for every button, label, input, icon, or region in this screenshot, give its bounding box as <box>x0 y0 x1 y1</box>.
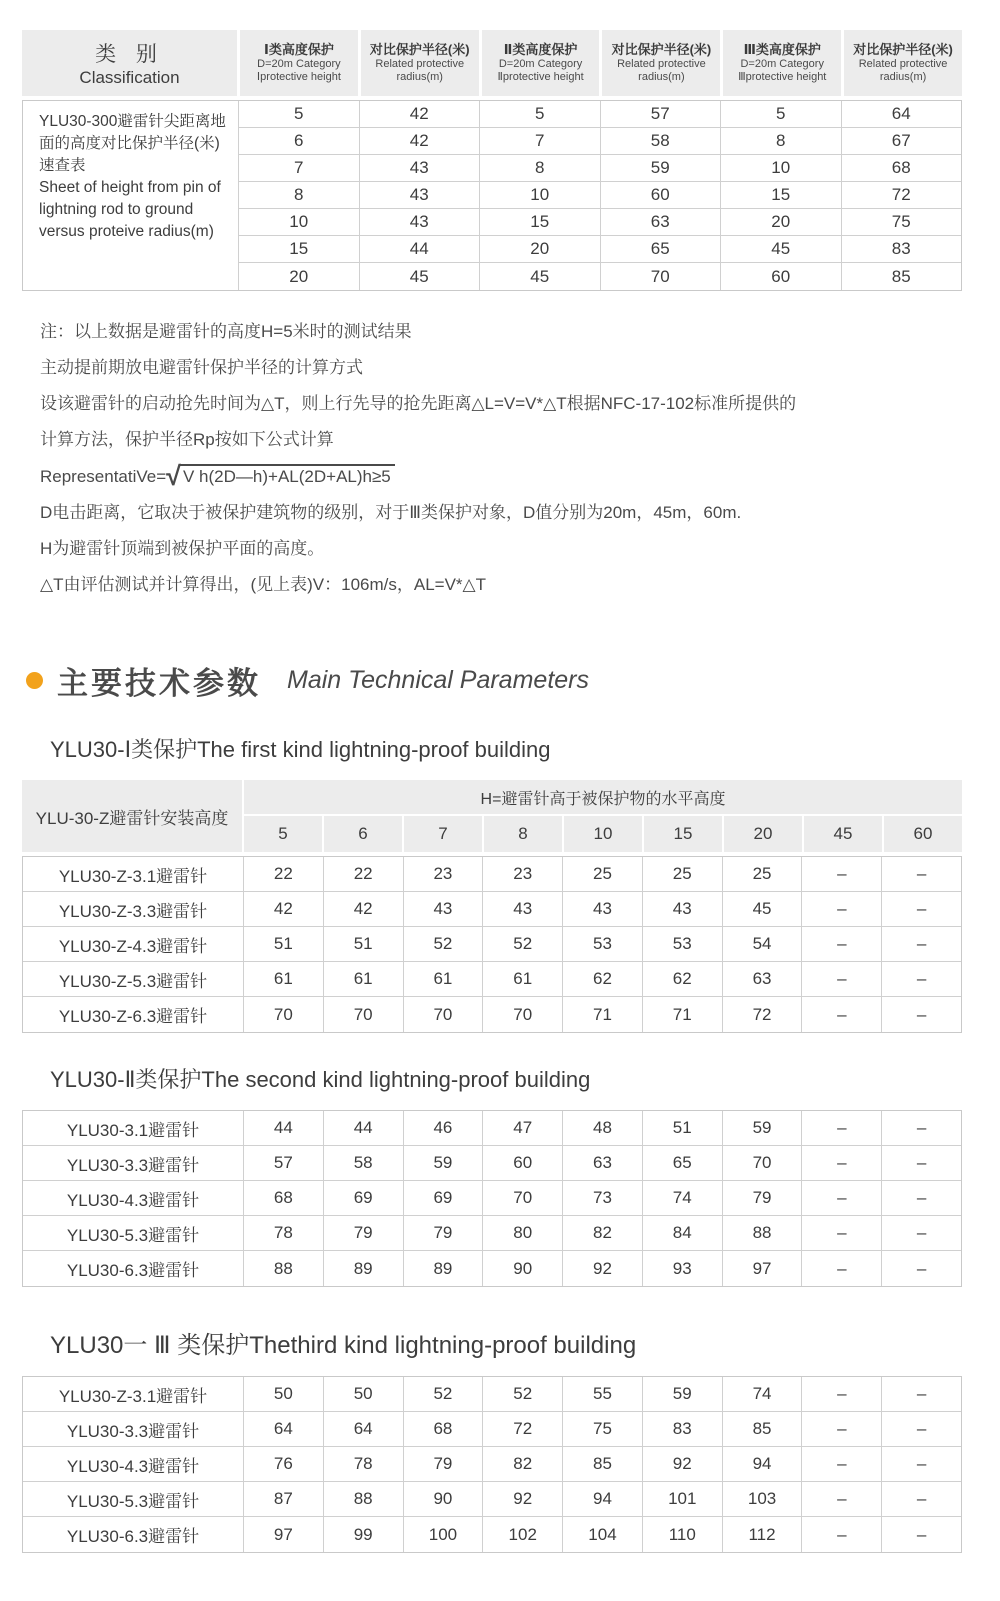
row-label: YLU30-5.3避雷针 <box>23 1482 243 1517</box>
table-cell: 45 <box>479 263 600 290</box>
table-cell: 82 <box>482 1447 562 1482</box>
table-cell: – <box>881 1482 961 1517</box>
note-line: 主动提前期放电避雷针保护半径的计算方式 <box>40 358 363 377</box>
section-heading <box>26 658 962 703</box>
table-cell: 74 <box>722 1377 802 1412</box>
table-cell: – <box>881 1111 961 1146</box>
table-cell: 101 <box>642 1482 722 1517</box>
formula-prefix: RepresentatiVe= <box>40 467 167 486</box>
table-cell: 47 <box>482 1111 562 1146</box>
table-cell: 8 <box>479 155 600 182</box>
table-cell: 5 <box>479 101 600 128</box>
table-cell: – <box>801 1447 881 1482</box>
table-cell: 65 <box>600 236 721 263</box>
section-title-zh: 主要技术参数 <box>57 666 261 701</box>
table-cell: 60 <box>482 1146 562 1181</box>
row-label: YLU30-3.1避雷针 <box>23 1111 243 1146</box>
table-cell: 78 <box>243 1216 323 1251</box>
note-line: D电击距离，它取决于被保护建筑物的级别，对于Ⅲ类保护对象，D值分别为20m，45m，60m. <box>40 503 742 522</box>
note-line: △T由评估测试并计算得出，(见上表)V：106m/s，AL=V*△T <box>40 575 487 594</box>
table-cell: 70 <box>722 1146 802 1181</box>
table-cell: 43 <box>642 892 722 927</box>
table-cell: 51 <box>323 927 403 962</box>
header-right-group <box>244 780 962 852</box>
table-cell: – <box>881 892 961 927</box>
table-cell: – <box>801 1111 881 1146</box>
table-cell: 75 <box>562 1412 642 1447</box>
table-cell: 85 <box>562 1447 642 1482</box>
column-header: 45 <box>804 816 882 852</box>
span-header-h: H=避雷针高于被保护物的水平高度 <box>244 780 962 814</box>
table-cell: 57 <box>243 1146 323 1181</box>
table-cell: 104 <box>562 1517 642 1552</box>
table-cell: 25 <box>642 857 722 892</box>
table-cell: 70 <box>243 997 323 1032</box>
column-header-cat3-radius: 对比保护半径(米) Related protective radius(m) <box>844 30 962 96</box>
table-cell: 52 <box>403 1377 483 1412</box>
table-cell: 88 <box>243 1251 323 1286</box>
table-cell: 42 <box>359 101 480 128</box>
table-cell: – <box>881 1251 961 1286</box>
table-cell: 64 <box>323 1412 403 1447</box>
table-cell: – <box>801 1146 881 1181</box>
table-cell: 10 <box>479 182 600 209</box>
table2-title: YLU30-Ⅰ类保护The first kind lightning-proof building <box>50 737 551 762</box>
row-label: YLU30-6.3避雷针 <box>66 1527 200 1546</box>
table-cell: 44 <box>359 236 480 263</box>
table-cell: 42 <box>359 128 480 155</box>
table-cell: – <box>881 1146 961 1181</box>
column-header-cat1-radius: 对比保护半径(米) Related protective radius(m) <box>361 30 479 96</box>
table-cell: 72 <box>841 182 962 209</box>
table-cell: 62 <box>562 962 642 997</box>
table-cell: 79 <box>323 1216 403 1251</box>
table-cell: 68 <box>243 1181 323 1216</box>
table-cell: 63 <box>722 962 802 997</box>
row-label: YLU30-Z-5.3避雷针 <box>23 962 243 997</box>
table-cell: – <box>801 857 881 892</box>
table-cell: 5 <box>238 101 359 128</box>
column-header: 6 <box>324 816 402 852</box>
table-cell: 70 <box>403 997 483 1032</box>
table-cell: 59 <box>600 155 721 182</box>
bullet-dot-icon <box>26 672 43 689</box>
second-kind-table-body <box>22 1110 962 1287</box>
table-cell: 69 <box>403 1181 483 1216</box>
table-cell: – <box>801 1377 881 1412</box>
table-cell: 61 <box>482 962 562 997</box>
table-cell: 8 <box>720 128 841 155</box>
table-cell: 52 <box>403 927 483 962</box>
table-cell: – <box>801 927 881 962</box>
row-label: YLU30-Z-3.1避雷针 <box>23 857 243 892</box>
table-cell: 22 <box>243 857 323 892</box>
table-cell: 10 <box>238 209 359 236</box>
table-cell: 76 <box>243 1447 323 1482</box>
column-header: 20 <box>724 816 802 852</box>
table-cell: 97 <box>722 1251 802 1286</box>
table-cell: 83 <box>642 1412 722 1447</box>
table-cell: 58 <box>323 1146 403 1181</box>
table-cell: 87 <box>243 1482 323 1517</box>
table-cell: 89 <box>323 1251 403 1286</box>
table-cell: 92 <box>562 1251 642 1286</box>
table-cell: – <box>881 1517 961 1552</box>
notes-block <box>22 321 962 596</box>
table-cell: – <box>881 1447 961 1482</box>
row-label: YLU30-3.3避雷针 <box>23 1412 243 1447</box>
column-header-classification <box>22 30 237 96</box>
table-cell: – <box>881 857 961 892</box>
table-cell: 20 <box>479 236 600 263</box>
first-kind-table-body <box>22 856 962 1033</box>
description-en: Sheet of height from pin of lightning rod to ground versus proteive radius(m) <box>39 179 221 240</box>
table-cell: 51 <box>642 1111 722 1146</box>
table-cell: – <box>881 927 961 962</box>
table-cell: 102 <box>482 1517 562 1552</box>
protection-radius-formula <box>40 461 962 491</box>
table-cell: 57 <box>600 101 721 128</box>
table-cell: 43 <box>482 892 562 927</box>
table-cell: 44 <box>243 1111 323 1146</box>
table-cell: 50 <box>323 1377 403 1412</box>
table-cell: 54 <box>722 927 802 962</box>
header-zh: 类 别 <box>95 43 164 66</box>
height-column-headers <box>244 816 962 852</box>
table-cell: 68 <box>403 1412 483 1447</box>
table-cell: 6 <box>238 128 359 155</box>
column-header: 60 <box>884 816 962 852</box>
table-cell: 65 <box>642 1146 722 1181</box>
table-cell: – <box>801 892 881 927</box>
column-header: 8 <box>484 816 562 852</box>
table-cell: 50 <box>243 1377 323 1412</box>
table-cell: 70 <box>600 263 721 290</box>
table-cell: 92 <box>482 1482 562 1517</box>
table-cell: 43 <box>562 892 642 927</box>
table-cell: 83 <box>841 236 962 263</box>
table-cell: 64 <box>841 101 962 128</box>
formula-radicand: V h(2D—h)+AL(2D+AL)h≥5 <box>179 464 395 486</box>
table-cell: 88 <box>722 1216 802 1251</box>
table-cell: 94 <box>722 1447 802 1482</box>
table-cell: 42 <box>243 892 323 927</box>
corner-header-install-height: YLU-30-Z避雷针安装高度 <box>22 780 242 852</box>
table-cell: 46 <box>403 1111 483 1146</box>
column-header: 5 <box>244 816 322 852</box>
table-cell: 84 <box>642 1216 722 1251</box>
table-cell: 55 <box>562 1377 642 1412</box>
table-cell: 71 <box>642 997 722 1032</box>
table-cell: – <box>881 962 961 997</box>
table-cell: 58 <box>600 128 721 155</box>
table-cell: 85 <box>722 1412 802 1447</box>
table-cell: 63 <box>562 1146 642 1181</box>
table-cell: 73 <box>562 1181 642 1216</box>
table-cell: 43 <box>359 209 480 236</box>
table-cell: 103 <box>722 1482 802 1517</box>
table-cell: 99 <box>323 1517 403 1552</box>
table-cell: – <box>801 1216 881 1251</box>
table-cell: 64 <box>243 1412 323 1447</box>
table-cell: 15 <box>720 182 841 209</box>
table-cell: 72 <box>722 997 802 1032</box>
first-kind-table-header <box>22 780 962 852</box>
table-cell: 45 <box>722 892 802 927</box>
table-cell: 85 <box>841 263 962 290</box>
table-cell: 51 <box>243 927 323 962</box>
table-cell: 79 <box>722 1181 802 1216</box>
table-cell: 90 <box>482 1251 562 1286</box>
table-cell: 61 <box>243 962 323 997</box>
table-cell: 52 <box>482 927 562 962</box>
table-cell: 61 <box>403 962 483 997</box>
row-label: YLU30-5.3避雷针 <box>23 1216 243 1251</box>
note-line: 注：以上数据是避雷针的高度H=5米时的测试结果 <box>40 322 412 341</box>
table-cell: 89 <box>403 1251 483 1286</box>
table-cell: – <box>801 1482 881 1517</box>
table-cell: – <box>801 997 881 1032</box>
table-cell: 75 <box>841 209 962 236</box>
table-cell: 72 <box>482 1412 562 1447</box>
table-cell: – <box>881 1412 961 1447</box>
note-line: 计算方法，保护半径Rp按如下公式计算 <box>40 430 334 449</box>
third-kind-table <box>22 1376 962 1553</box>
table-cell: 74 <box>642 1181 722 1216</box>
table-cell: 48 <box>562 1111 642 1146</box>
lookup-table-body <box>22 100 962 291</box>
table-cell: 110 <box>642 1517 722 1552</box>
table-cell: 45 <box>720 236 841 263</box>
table-description-cell <box>23 101 238 290</box>
table-cell: 79 <box>403 1216 483 1251</box>
table-cell: – <box>801 962 881 997</box>
table4-title: YLU30一 Ⅲ 类保护Thethird kind lightning-proof building <box>50 1332 637 1359</box>
column-header-cat2-height: Ⅱ类高度保护 D=20m Category Ⅱprotective height <box>482 30 600 96</box>
column-header-cat3-height: Ⅲ类高度保护 D=20m Category Ⅲprotective height <box>723 30 841 96</box>
table-cell: 25 <box>562 857 642 892</box>
note-line: 设该避雷针的启动抢先时间为△T，则上行先导的抢先距离△L=V=V*△T根据NFC-17-102标准所提供的 <box>40 394 797 413</box>
table-cell: 52 <box>482 1377 562 1412</box>
header-en: Classification <box>79 68 180 87</box>
description-zh: YLU30-300避雷针尖距离地面的高度对比保护半径(米)速查表 <box>39 113 226 174</box>
table-cell: 10 <box>720 155 841 182</box>
table-cell: 45 <box>359 263 480 290</box>
third-kind-table-body <box>22 1376 962 1553</box>
table-cell: 62 <box>642 962 722 997</box>
table-cell: – <box>801 1181 881 1216</box>
table-cell: 20 <box>238 263 359 290</box>
table-cell: 20 <box>720 209 841 236</box>
table-cell: 44 <box>323 1111 403 1146</box>
row-label: YLU30-6.3避雷针 <box>66 1261 200 1280</box>
first-kind-table <box>22 780 962 1033</box>
column-header-cat2-radius: 对比保护半径(米) Related protective radius(m) <box>602 30 720 96</box>
table-cell: 61 <box>323 962 403 997</box>
table-cell: – <box>881 1377 961 1412</box>
table-cell: 78 <box>323 1447 403 1482</box>
row-label: YLU30-Z-3.1避雷针 <box>23 1377 243 1412</box>
row-label: YLU30-Z-4.3避雷针 <box>23 927 243 962</box>
table-cell: 88 <box>323 1482 403 1517</box>
table-cell: 59 <box>642 1377 722 1412</box>
table-cell: 15 <box>238 236 359 263</box>
second-kind-table <box>22 1110 962 1287</box>
table-cell: 60 <box>600 182 721 209</box>
table-cell: 7 <box>238 155 359 182</box>
table-cell: 59 <box>403 1146 483 1181</box>
table-cell: 70 <box>482 997 562 1032</box>
table-cell: 7 <box>479 128 600 155</box>
table-cell: 80 <box>482 1216 562 1251</box>
protection-radius-lookup-table <box>22 30 962 291</box>
table3-title: YLU30-Ⅱ类保护The second kind lightning-proof building <box>50 1067 591 1092</box>
table-cell: 53 <box>642 927 722 962</box>
table-cell: – <box>881 1181 961 1216</box>
table-cell: 42 <box>323 892 403 927</box>
table-cell: 67 <box>841 128 962 155</box>
table-cell: – <box>801 1251 881 1286</box>
table-cell: 23 <box>403 857 483 892</box>
table-cell: – <box>801 1517 881 1552</box>
column-header: 15 <box>644 816 722 852</box>
note-line: H为避雷针顶端到被保护平面的高度。 <box>40 539 325 558</box>
table-cell: 23 <box>482 857 562 892</box>
table-cell: – <box>881 997 961 1032</box>
table-cell: 59 <box>722 1111 802 1146</box>
table-cell: 71 <box>562 997 642 1032</box>
table-cell: 43 <box>359 182 480 209</box>
row-label: YLU30-3.3避雷针 <box>23 1146 243 1181</box>
table-cell: 43 <box>359 155 480 182</box>
table-cell: 93 <box>642 1251 722 1286</box>
column-header: 7 <box>404 816 482 852</box>
section-title-en: Main Technical Parameters <box>287 666 589 694</box>
table-cell: 70 <box>482 1181 562 1216</box>
radical-sign-icon: √ <box>166 461 179 491</box>
table-cell: 22 <box>323 857 403 892</box>
table-cell: – <box>801 1412 881 1447</box>
table-cell: 8 <box>238 182 359 209</box>
table-cell: 60 <box>720 263 841 290</box>
table-cell: 25 <box>722 857 802 892</box>
table-cell: 15 <box>479 209 600 236</box>
table-cell: – <box>881 1216 961 1251</box>
table-cell: 79 <box>403 1447 483 1482</box>
table-cell: 63 <box>600 209 721 236</box>
table-cell: 90 <box>403 1482 483 1517</box>
table-cell: 94 <box>562 1482 642 1517</box>
row-label: YLU30-Z-3.3避雷针 <box>23 892 243 927</box>
table-cell: 53 <box>562 927 642 962</box>
row-label: YLU30-4.3避雷针 <box>23 1447 243 1482</box>
table-cell: 100 <box>403 1517 483 1552</box>
table-cell: 92 <box>642 1447 722 1482</box>
lookup-table-header <box>22 30 962 96</box>
table-cell: 5 <box>720 101 841 128</box>
table-cell: 82 <box>562 1216 642 1251</box>
table-cell: 70 <box>323 997 403 1032</box>
column-header-cat1-height: Ⅰ类高度保护 D=20m Category Ⅰprotective height <box>240 30 358 96</box>
row-label: YLU30-4.3避雷针 <box>23 1181 243 1216</box>
table-cell: 68 <box>841 155 962 182</box>
column-header: 10 <box>564 816 642 852</box>
table-cell: 43 <box>403 892 483 927</box>
table-cell: 97 <box>243 1517 323 1552</box>
row-label: YLU30-Z-6.3避雷针 <box>58 1007 208 1026</box>
table-cell: 112 <box>722 1517 802 1552</box>
table-cell: 69 <box>323 1181 403 1216</box>
